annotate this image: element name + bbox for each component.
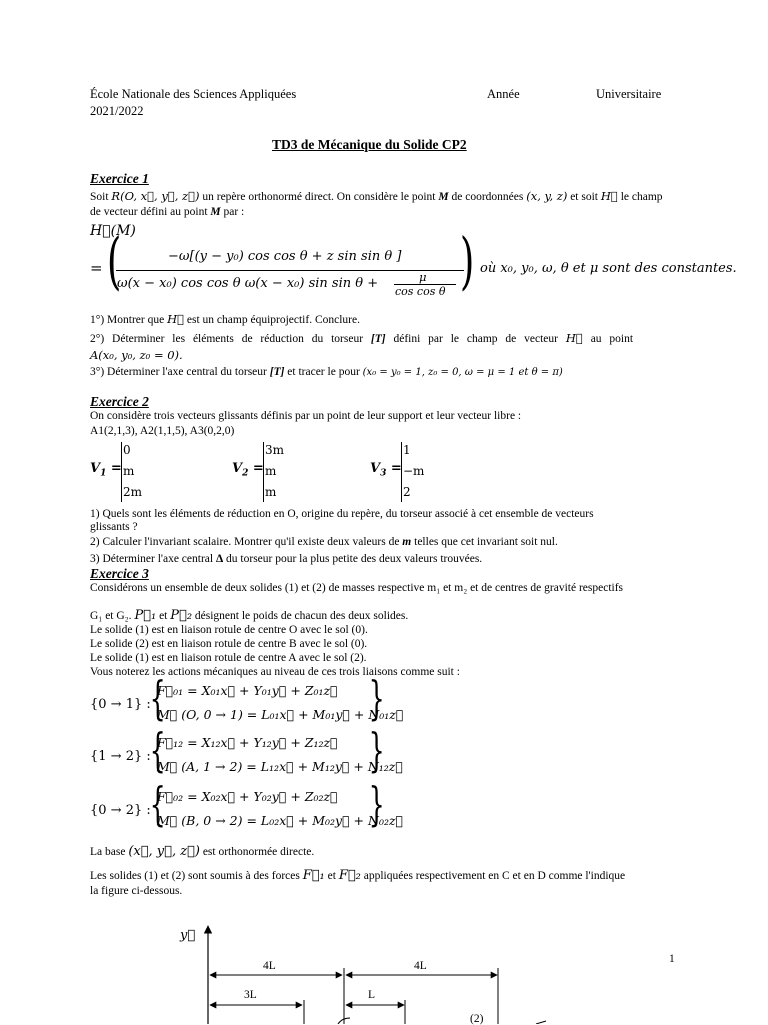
vector-component: −m: [403, 464, 425, 478]
vector-component: m: [123, 464, 135, 478]
right-paren: ): [459, 224, 475, 297]
ex2-q3: 3) Déterminer l'axe central Δ du torseur pour la plus petite des deux valeurs trouvées.: [90, 553, 483, 565]
academic-year: 2021/2022: [90, 104, 144, 118]
vector-label: $V_3$ =: [370, 461, 402, 479]
ex3-notation: Vous noterez les actions mécaniques au niveau de ces trois liaisons comme suit :: [90, 666, 460, 678]
vector-component: 2m: [123, 485, 143, 499]
ex1-intro-line1: Soit R(O, x⃗, y⃗, z⃗) un repère orthonormé direct. On considère le point M de coordonnées (x, y, z) et soit H⃗ le champ: [90, 189, 663, 203]
torsor-moment: M⃗ (B, 0 → 2) = L₀₂x⃗ + M₀₂y⃗ + N₀₂z⃗: [157, 813, 404, 828]
numerator: −ω[(y − y₀) cos cos θ + z sin sin θ ]: [168, 249, 402, 264]
dim-label-l: L: [368, 989, 376, 1001]
ex3-liaison1: Le solide (1) est en liaison rotule de centre O avec le sol (0).: [90, 624, 368, 636]
torsor-force: F⃗₁₂ = X₁₂x⃗ + Y₁₂y⃗ + Z₁₂z⃗: [157, 735, 338, 750]
torsor-open-brace: {: [149, 671, 166, 725]
ex1-intro-line2: de vecteur défini au point M par :: [90, 206, 245, 218]
ex1-q2: 2°) Déterminer les éléments de réduction du torseur [T] défini par le champ de vecteur H⃗ au point: [90, 331, 634, 345]
dim-label-4l-left: 4L: [263, 960, 276, 972]
torsor-open-brace: {: [149, 777, 166, 831]
ex2-points: A1(2,1,3), A2(1,1,5), A3(0,2,0): [90, 425, 235, 437]
torsor-label: {1 → 2} :: [90, 749, 151, 764]
ex1-q2-point: A(x₀, y₀, z₀ = 0).: [90, 348, 183, 362]
ex3-heading: Exercice 3: [90, 566, 149, 581]
mu-numerator: μ: [419, 270, 427, 284]
ex2-q1-line2: glissants ?: [90, 521, 138, 533]
denominator: ω(x − x₀) cos cos θ ω(x − x₀) sin sin θ +: [117, 276, 379, 291]
vector-label: $V_2$ =: [232, 461, 264, 479]
school-name: École Nationale des Sciences Appliquées: [90, 87, 297, 101]
ex2-q2: 2) Calculer l'invariant scalaire. Montrer qu'il existe deux valeurs de m telles que cet invariant soit nul.: [90, 536, 558, 548]
ex3-base: La base (x⃗, y⃗, z⃗) est orthonormée directe.: [90, 844, 315, 859]
ex3-liaison2: Le solide (2) est en liaison rotule de centre B avec le sol (0).: [90, 638, 368, 650]
ex3-forces-line2: la figure ci-dessous.: [90, 885, 183, 897]
constants-text: où x₀, y₀, ω, θ et μ sont des constantes.: [480, 261, 737, 276]
annee-label: Année: [487, 87, 520, 101]
ex1-q3: 3°) Déterminer l'axe central du torseur [T] et tracer le pour (x₀ = y₀ = 1, z₀ = 0, ω = μ = 1 et θ = π): [90, 366, 563, 378]
torsor-close-brace: }: [368, 723, 385, 777]
vector-component: 2: [403, 485, 411, 499]
vector-label: $V_1$ =: [90, 461, 122, 479]
y-axis-label: y⃗: [180, 928, 196, 943]
vector-component: m: [265, 485, 277, 499]
ex2-intro: On considère trois vecteurs glissants définis par un point de leur support et leur vecteur libre :: [90, 410, 522, 422]
page-title: TD3 de Mécanique du Solide CP2: [272, 137, 467, 152]
ex3-intro1: Considérons un ensemble de deux solides (1) et (2) de masses respective m₁ et m₂ et de centres de gravité respectifs: [90, 582, 624, 594]
ex2-q1-line1: 1) Quels sont les éléments de réduction en O, origine du repère, du torseur associé à cet ensemble de vecteurs: [90, 508, 594, 520]
torsor-force: F⃗₀₂ = X₀₂x⃗ + Y₀₂y⃗ + Z₀₂z⃗: [157, 789, 338, 804]
dim-label-3l: 3L: [244, 989, 257, 1001]
mu-denominator: cos cos θ: [395, 285, 446, 298]
ex3-liaison3: Le solide (1) est en liaison rotule de centre A avec le sol (2).: [90, 652, 367, 664]
torsor-moment: M⃗ (O, 0 → 1) = L₀₁x⃗ + M₀₁y⃗ + N₀₁z⃗: [157, 707, 404, 722]
torsor-close-brace: }: [368, 777, 385, 831]
torsor-close-brace: }: [368, 671, 385, 725]
page-number: 1: [669, 953, 675, 965]
vector-component: 0: [123, 443, 131, 457]
ex3-forces-line1: Les solides (1) et (2) sont soumis à des forces F⃗₁ et F⃗₂ appliquées respectivement en C et en D comme l'indique: [90, 868, 626, 883]
torsor-open-brace: {: [149, 723, 166, 777]
ex3-intro2: G₁ et G₂. P⃗₁ et P⃗₂ désignent le poids de chacun des deux solides.: [90, 608, 409, 623]
vector-component: m: [265, 464, 277, 478]
ex1-heading: Exercice 1: [90, 171, 149, 186]
field-HM: H⃗(M): [90, 223, 136, 239]
solid-2-label: (2): [470, 1013, 484, 1025]
torsor-label: {0 → 2} :: [90, 803, 151, 818]
universitaire-label: Universitaire: [596, 87, 662, 101]
left-paren: (: [106, 224, 122, 297]
vector-component: 3m: [265, 443, 285, 457]
dim-label-4l-right: 4L: [414, 960, 427, 972]
equals-sign: =: [90, 259, 103, 277]
torsor-moment: M⃗ (A, 1 → 2) = L₁₂x⃗ + M₁₂y⃗ + N₁₂z⃗: [157, 759, 403, 774]
torsor-force: F⃗₀₁ = X₀₁x⃗ + Y₀₁y⃗ + Z₀₁z⃗: [157, 683, 338, 698]
vector-component: 1: [403, 443, 411, 457]
ex2-heading: Exercice 2: [90, 394, 149, 409]
torsor-label: {0 → 1} :: [90, 697, 151, 712]
ex1-q1: 1°) Montrer que H⃗ est un champ équiprojectif. Conclure.: [90, 312, 360, 326]
